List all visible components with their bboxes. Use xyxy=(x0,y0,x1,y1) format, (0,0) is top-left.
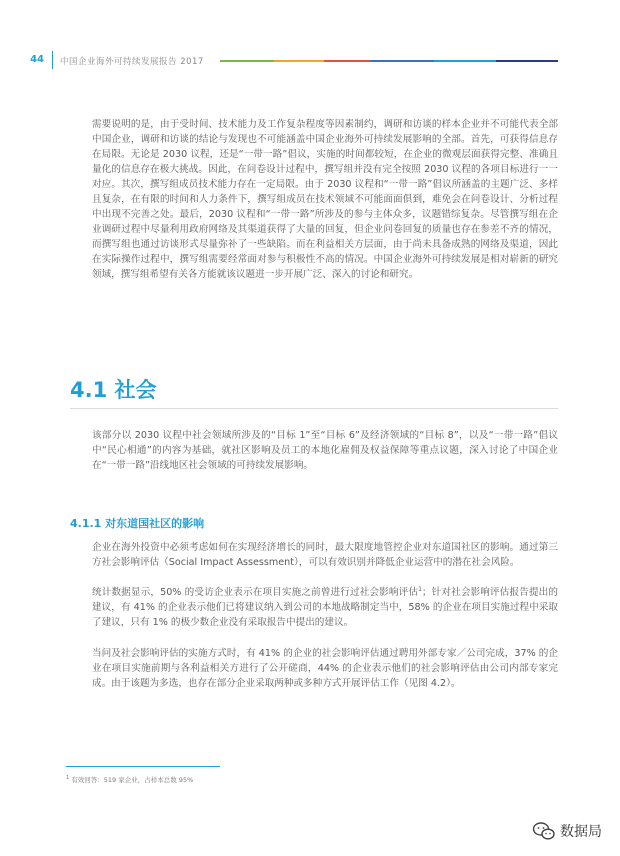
header-stripe-cyan xyxy=(434,60,496,62)
section-heading-4-1-1: 4.1.1 对东道国社区的影响 xyxy=(70,517,205,530)
header-stripe-navy xyxy=(496,60,558,62)
section-4-1-1-paragraph-1: 企业在海外投资中必须考虑如何在实现经济增长的同时，最大限度地管控企业对东道国社区的影响。通过第三方社会影响评估（Social Impact Assessment），可以有效识别并降低企业运营中的潜在社会风险。 xyxy=(92,542,558,568)
section-4-1-1-paragraph-3: 当问及社会影响评估的实施方式时，有 41% 的企业的社会影响评估通过聘用外部专家／公司完成，37% 的企业在项目实施前期与各利益相关方进行了公开磋商，44% 的企业表示他们的社会影响评估由公司内部专家完成。由于该题为多选，也存在部分企业采取两种或多种方式开展评估工作（见图 4.2）。 xyxy=(92,648,558,689)
watermark xyxy=(532,819,602,843)
footnote-rule xyxy=(66,766,220,767)
footnote-marker: 1 xyxy=(66,775,70,781)
header-stripe-blue xyxy=(370,60,434,62)
footnote-text: 有效回答：519 家企业，占样本总数 95% xyxy=(71,776,194,785)
footnote xyxy=(66,775,193,784)
page-number: 44 xyxy=(30,54,44,65)
section-heading-4-1: 4.1 社会 xyxy=(70,378,157,402)
intro-paragraph: 需要说明的是，由于受时间、技术能力及工作复杂程度等因素制约，调研和访谈的样本企业并不可能代表全部中国企业，调研和访谈的结论与发现也不可能涵盖中国企业海外可持续发展影响的全部。首先，可获得信息存在局限。无论是 2030 议程，还是“一带一路”倡议，实施的时间都较短，在企业的微观层面获得完整、准确且量化的信息存在极大挑战。因此，在问卷设计过程中，撰写组并没有完全按照 2030 议程的各项目标进行一一对应。其次，撰写组成员技术能力存在一定局限。由于 2030 议程和“一带一路”倡议所涵盖的主题广泛、多样且复杂，在有限的时间和人力条件下，撰写组成员在技术领域不可能面面俱到，难免会在问卷设计、分析过程中出现不完善之处。最后，2030 议程和“一带一路”所涉及的参与主体众多，议题错综复杂。尽管撰写组在企业调研过程中尽量利用政府网络及其渠道获得了大量的回复，但企业问卷回复的质量也存在参差不齐的情况，而撰写组也通过访谈形式尽量弥补了一些缺陷。而在利益相关方层面，由于尚未具备成熟的网络及渠道，因此在实际操作过程中，撰写组需要经常面对参与积极性不高的情况。中国企业海外可持续发展是相对崭新的研究领域，撰写组希望有关各方能就该议题进一步开展广泛、深入的讨论和研究。 xyxy=(92,119,558,280)
header-divider xyxy=(52,51,53,69)
section-4-1-1-paragraph-2 xyxy=(92,582,558,630)
footnote-reference[interactable]: 1 xyxy=(418,586,422,593)
header-stripe-orange xyxy=(274,60,324,62)
header-stripe-green xyxy=(220,60,274,62)
paragraph-2-text-b: ；针对社会影响评估报告提出的建议，有 41% 的企业表示他们已将建议纳入到公司的本地战略制定当中，58% 的企业在项目实施过程中采取了建议，只有 1% 的极少数企业没有采取报告中提出的建议。 xyxy=(92,587,559,629)
wechat-icon xyxy=(532,821,556,841)
page-header xyxy=(0,0,620,78)
paragraph-2-text-a: 统计数据显示，50% 的受访企业表示在项目实施之前曾进行过社会影响评估 xyxy=(92,587,419,599)
watermark-text: 数据局 xyxy=(560,824,602,840)
section-4-1-paragraph: 该部分以 2030 议程中社会领域所涉及的“目标 1”至“目标 6”及经济领域的“目标 8”，以及“一带一路”倡议中“民心相通”的内容为基础，就社区影响及员工的本地化雇佣及权益保障等重点议题，深入讨论了中国企业在“一带一路”沿线地区社会领域的可持续发展影响。 xyxy=(92,430,558,471)
header-stripe-red xyxy=(324,60,370,62)
section-heading-rule xyxy=(70,408,558,409)
running-title: 中国企业海外可持续发展报告 2017 xyxy=(60,57,204,67)
